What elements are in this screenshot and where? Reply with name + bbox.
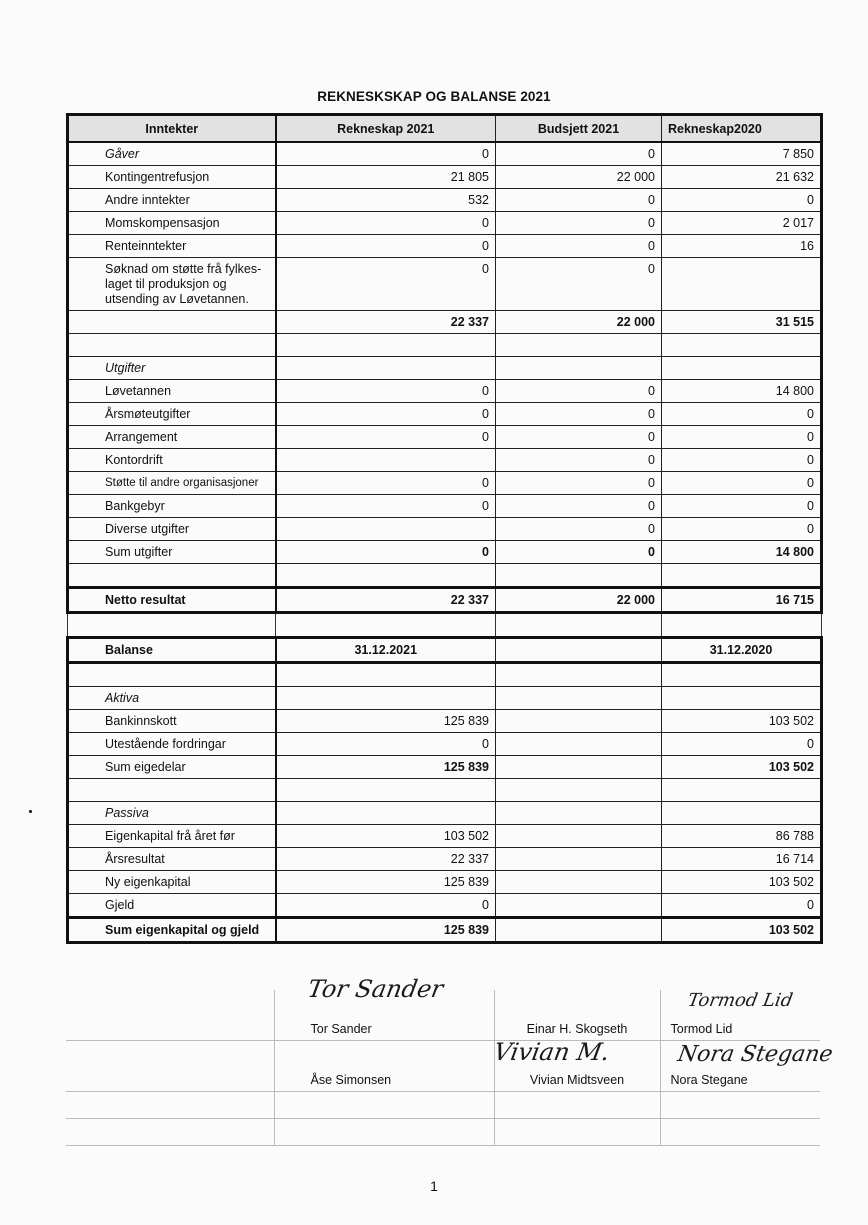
section-label-row: Passiva [68,802,822,825]
table-row: Gjeld 0 0 [68,894,822,918]
page-number: 1 [430,1178,438,1194]
table-row: Kontingentrefusjon 21 805 22 000 21 632 [68,166,822,189]
signer-name: Tormod Lid [660,990,820,1041]
spacer-row [68,613,822,638]
signer-name: Einar H. Skogseth [494,990,660,1041]
table-row: Støtte til andre organisasjoner 0 0 0 [68,472,822,495]
table-row: Årsmøteutgifter 0 0 0 [68,403,822,426]
spacer-row [68,334,822,357]
section-label-row: Utgifter [68,357,822,380]
table-row: Arrangement 0 0 0 [68,426,822,449]
table-row: Gåver 0 0 7 850 [68,142,822,166]
assets-total-row: Sum eigedelar 125 839 103 502 [68,756,822,779]
section-label-row: Aktiva [68,687,822,710]
signature-block [66,990,820,1146]
liabilities-total-row: Sum eigenkapital og gjeld 125 839 103 502 [68,918,822,943]
table-row: Bankinnskott 125 839 103 502 [68,710,822,733]
signer-name: Tor Sander [274,990,494,1041]
signer-name: Vivian Midtsveen [494,1041,660,1092]
table-row: Utestående fordringar 0 0 [68,733,822,756]
header-accounts-2020: Rekneskap2020 [662,115,822,143]
table-row: Eigenkapital frå året før 103 502 86 788 [68,825,822,848]
table-row: Renteinntekter 0 0 16 [68,235,822,258]
header-budget-2021: Budsjett 2021 [496,115,662,143]
handwritten-signature: Vivian M. [491,1038,612,1066]
table-row: Løvetannen 0 0 14 800 [68,380,822,403]
spacer-row [68,779,822,802]
handwritten-signature: Tormod Lid [686,990,795,1011]
balance-header-row: Balanse 31.12.2021 31.12.2020 [68,638,822,663]
table-row: Søknad om støtte frå fylkes-laget til produksjon og utsending av Løvetannen. 0 0 [68,258,822,311]
table-row: Bankgebyr 0 0 0 [68,495,822,518]
table-row: Andre inntekter 532 0 0 [68,189,822,212]
table-row: Kontordrift 0 0 [68,449,822,472]
table-row: Ny eigenkapital 125 839 103 502 [68,871,822,894]
spacer-row [68,564,822,588]
expense-total-row: Sum utgifter 0 0 14 800 [68,541,822,564]
income-total-row: 22 337 22 000 31 515 [68,311,822,334]
spacer-row [68,663,822,687]
table-header-row [68,115,822,143]
scan-speck [29,810,32,813]
header-accounts-2021: Rekneskap 2021 [276,115,496,143]
document-title: REKNESKSKAP OG BALANSE 2021 [317,89,551,104]
handwritten-signature: Tor Sander [305,975,446,1003]
header-income: Inntekter [68,115,276,143]
signer-name: Åse Simonsen [274,1041,494,1092]
net-result-row: Netto resultat 22 337 22 000 16 715 [68,588,822,613]
table-row: Diverse utgifter 0 0 [68,518,822,541]
signer-name: Nora Stegane [660,1041,820,1092]
handwritten-signature: Nora Stegane [675,1042,835,1067]
accounts-table [66,113,823,944]
table-row: Årsresultat 22 337 16 714 [68,848,822,871]
table-row: Momskompensasjon 0 0 2 017 [68,212,822,235]
